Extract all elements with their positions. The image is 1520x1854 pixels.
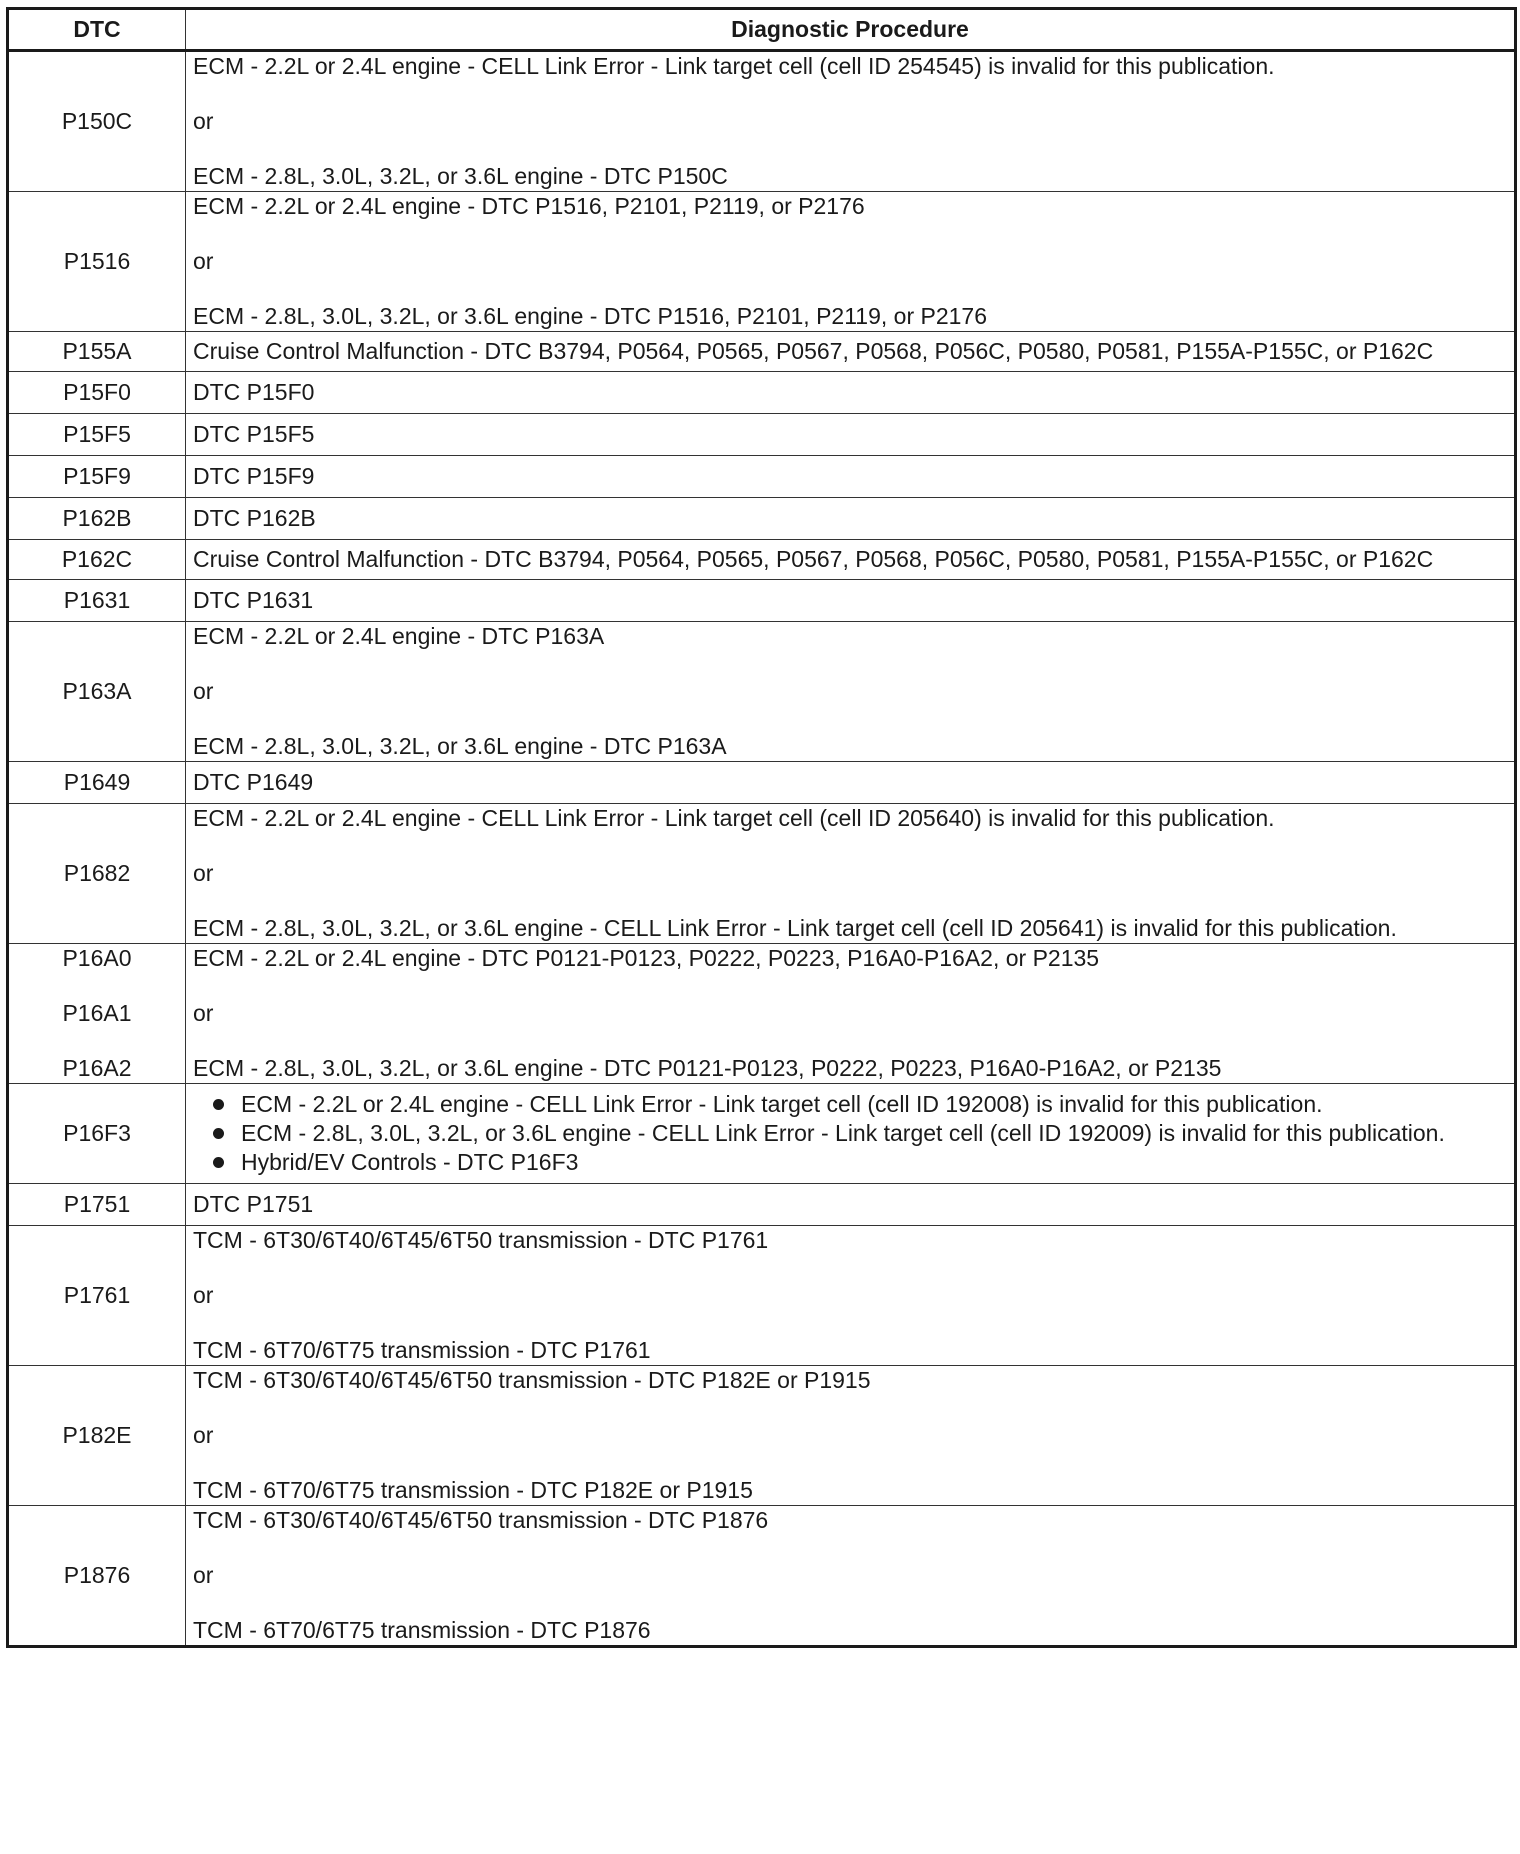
table-body <box>8 51 1516 1647</box>
procedure-cell <box>186 622 1516 762</box>
table-row <box>8 1366 1516 1506</box>
procedure-cell <box>186 1184 1516 1226</box>
table-row <box>8 1506 1516 1647</box>
dtc-code: P162B <box>8 498 186 540</box>
dtc-code: P15F9 <box>8 456 186 498</box>
procedure-line: TCM - 6T70/6T75 transmission - DTC P1761 <box>193 1337 651 1363</box>
table-row <box>8 372 1516 414</box>
procedure-bullet-list <box>193 1084 1510 1183</box>
procedure-cell <box>186 414 1516 456</box>
procedure-cell <box>186 580 1516 622</box>
procedure-cell <box>186 372 1516 414</box>
table-row <box>8 1084 1516 1184</box>
procedure-line: TCM - 6T30/6T40/6T45/6T50 transmission - DTC P182E or P1915 <box>193 1367 871 1393</box>
table-row <box>8 456 1516 498</box>
dtc-code: P15F0 <box>8 372 186 414</box>
dtc-code-stack <box>8 944 186 1084</box>
dtc-code: P1761 <box>8 1226 186 1366</box>
procedure-line: or <box>193 860 214 886</box>
dtc-code: P182E <box>8 1366 186 1506</box>
dtc-code: P1751 <box>8 1184 186 1226</box>
bullet-item <box>207 1119 1510 1148</box>
table-row <box>8 1184 1516 1226</box>
procedure-line: ECM - 2.2L or 2.4L engine - CELL Link Error - Link target cell (cell ID 254545) is invalid for this publication. <box>193 53 1275 79</box>
dtc-column-header: DTC <box>8 9 186 51</box>
procedure-line: ECM - 2.2L or 2.4L engine - CELL Link Error - Link target cell (cell ID 205640) is invalid for this publication. <box>193 805 1275 831</box>
procedure-line: TCM - 6T30/6T40/6T45/6T50 transmission - DTC P1761 <box>193 1227 769 1253</box>
procedure-line: TCM - 6T30/6T40/6T45/6T50 transmission - DTC P1876 <box>193 1507 769 1533</box>
procedure-text: DTC P1649 <box>193 769 314 795</box>
procedure-text: Cruise Control Malfunction - DTC B3794, P0564, P0565, P0567, P0568, P056C, P0580, P0581, P155A-P155C, or P162C <box>193 546 1434 572</box>
procedure-line: or <box>193 1000 214 1026</box>
dtc-code: P1649 <box>8 762 186 804</box>
procedure-cell <box>186 540 1516 580</box>
dtc-code: P1682 <box>8 804 186 944</box>
dtc-code: P16A0 <box>62 945 132 971</box>
dtc-code: P1516 <box>8 192 186 332</box>
dtc-table <box>6 7 1517 1648</box>
table-row <box>8 540 1516 580</box>
table-row <box>8 622 1516 762</box>
bullet-item <box>207 1148 1510 1177</box>
bullet-icon <box>213 1099 224 1110</box>
procedure-text: Cruise Control Malfunction - DTC B3794, P0564, P0565, P0567, P0568, P056C, P0580, P0581, P155A-P155C, or P162C <box>193 338 1434 364</box>
dtc-code: P150C <box>8 51 186 192</box>
table-row <box>8 1226 1516 1366</box>
dtc-code: P16A2 <box>62 1055 132 1081</box>
procedure-cell <box>186 456 1516 498</box>
procedure-text: DTC P15F9 <box>193 463 315 489</box>
procedure-cell <box>186 1366 1516 1506</box>
procedure-text: DTC P1751 <box>193 1191 314 1217</box>
procedure-line: ECM - 2.8L, 3.0L, 3.2L, or 3.6L engine - DTC P163A <box>193 733 727 759</box>
dtc-code: P155A <box>8 332 186 372</box>
procedure-cell <box>186 1226 1516 1366</box>
procedure-cell <box>186 51 1516 192</box>
bullet-text: ECM - 2.2L or 2.4L engine - CELL Link Error - Link target cell (cell ID 192008) is invalid for this publication. <box>241 1091 1323 1117</box>
table-row <box>8 498 1516 540</box>
dtc-code: P162C <box>8 540 186 580</box>
table-row <box>8 580 1516 622</box>
dtc-code: P16A1 <box>62 1000 132 1026</box>
procedure-cell <box>186 762 1516 804</box>
procedure-text: DTC P162B <box>193 505 316 531</box>
table-row <box>8 414 1516 456</box>
bullet-icon <box>213 1128 224 1139</box>
procedure-cell <box>186 944 1516 1084</box>
table-row <box>8 762 1516 804</box>
procedure-cell <box>186 1084 1516 1184</box>
dtc-code: P163A <box>8 622 186 762</box>
procedure-line: ECM - 2.2L or 2.4L engine - DTC P1516, P2101, P2119, or P2176 <box>193 193 865 219</box>
procedure-line: or <box>193 1282 214 1308</box>
procedure-line: or <box>193 1422 214 1448</box>
procedure-text: DTC P15F5 <box>193 421 315 447</box>
dtc-code: P15F5 <box>8 414 186 456</box>
bullet-text: Hybrid/EV Controls - DTC P16F3 <box>241 1149 579 1175</box>
table-row <box>8 51 1516 192</box>
procedure-line: ECM - 2.8L, 3.0L, 3.2L, or 3.6L engine - DTC P0121-P0123, P0222, P0223, P16A0-P16A2, or P2135 <box>193 1055 1222 1081</box>
procedure-line: or <box>193 248 214 274</box>
procedure-line: ECM - 2.2L or 2.4L engine - DTC P163A <box>193 623 605 649</box>
procedure-cell <box>186 804 1516 944</box>
procedure-cell <box>186 498 1516 540</box>
procedure-line: or <box>193 678 214 704</box>
table-row <box>8 332 1516 372</box>
dtc-code: P1631 <box>8 580 186 622</box>
procedure-text: DTC P1631 <box>193 587 314 613</box>
dtc-code: P1876 <box>8 1506 186 1647</box>
procedure-line: ECM - 2.8L, 3.0L, 3.2L, or 3.6L engine - CELL Link Error - Link target cell (cell ID 205641) is invalid for this publication. <box>193 915 1397 941</box>
header-row <box>8 9 1516 51</box>
procedure-line: TCM - 6T70/6T75 transmission - DTC P182E or P1915 <box>193 1477 753 1503</box>
procedure-line: ECM - 2.8L, 3.0L, 3.2L, or 3.6L engine - DTC P150C <box>193 163 728 189</box>
bullet-item <box>207 1090 1510 1119</box>
table-row <box>8 192 1516 332</box>
procedure-text: DTC P15F0 <box>193 379 315 405</box>
procedure-column-header: Diagnostic Procedure <box>186 9 1516 51</box>
procedure-cell <box>186 192 1516 332</box>
dtc-code: P16F3 <box>8 1084 186 1184</box>
table-row <box>8 804 1516 944</box>
bullet-text: ECM - 2.8L, 3.0L, 3.2L, or 3.6L engine - CELL Link Error - Link target cell (cell ID 192009) is invalid for this publication. <box>241 1120 1445 1146</box>
procedure-line: TCM - 6T70/6T75 transmission - DTC P1876 <box>193 1617 651 1643</box>
procedure-line: or <box>193 108 214 134</box>
procedure-line: ECM - 2.8L, 3.0L, 3.2L, or 3.6L engine - DTC P1516, P2101, P2119, or P2176 <box>193 303 987 329</box>
procedure-line: or <box>193 1562 214 1588</box>
procedure-cell <box>186 1506 1516 1647</box>
procedure-cell <box>186 332 1516 372</box>
table-row <box>8 944 1516 1084</box>
table-header <box>8 9 1516 51</box>
bullet-icon <box>213 1157 224 1168</box>
procedure-line: ECM - 2.2L or 2.4L engine - DTC P0121-P0123, P0222, P0223, P16A0-P16A2, or P2135 <box>193 945 1100 971</box>
